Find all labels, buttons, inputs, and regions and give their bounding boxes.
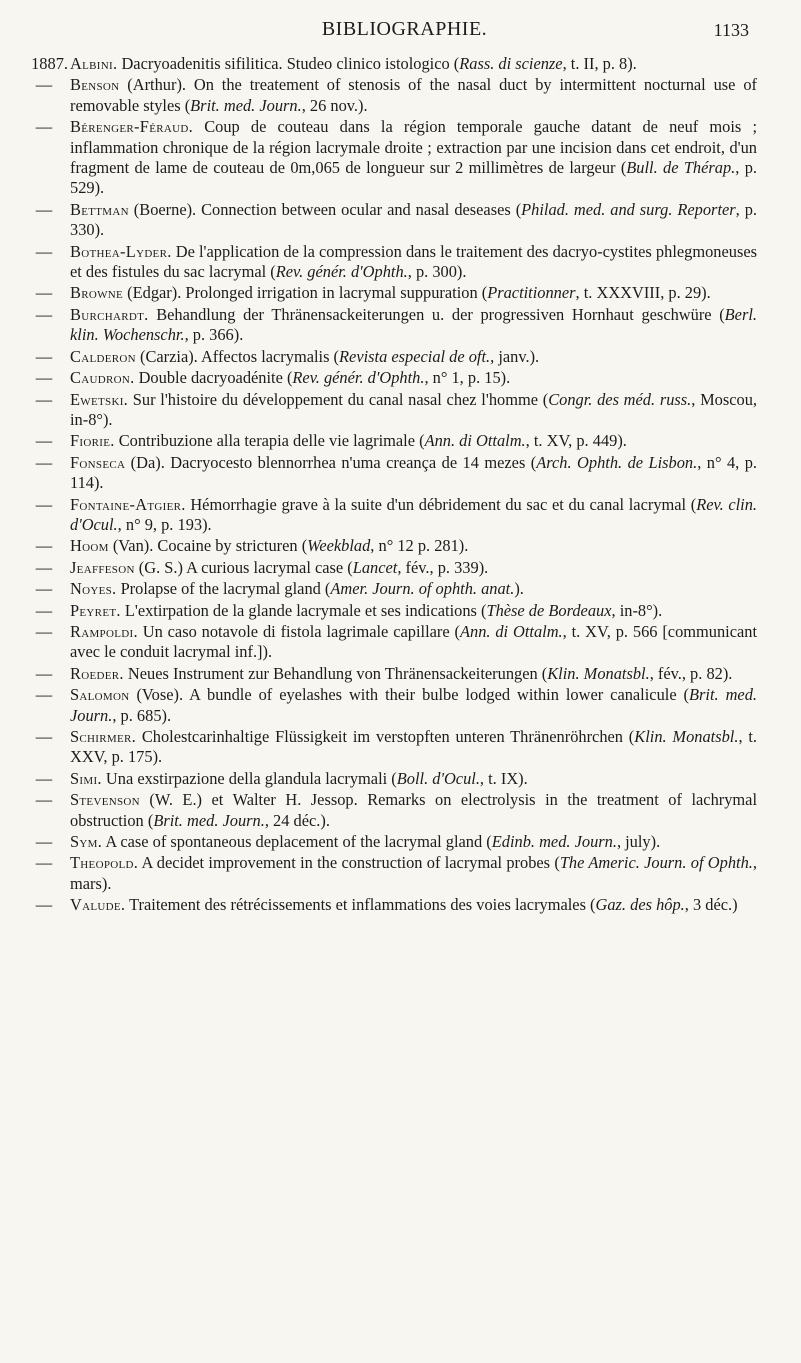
bibliography-entry	[28, 601, 757, 621]
entry-source: Lancet	[352, 557, 398, 577]
bibliography-entry	[28, 664, 757, 684]
bibliography-entry	[28, 305, 757, 346]
entry-author: Benson	[70, 75, 120, 95]
entry-source: Edinb. med. Journ.	[491, 832, 617, 852]
running-title: BIBLIOGRAPHIE.	[321, 18, 488, 40]
entry-citation: , fév., p. 82).	[649, 663, 733, 683]
entry-title: Hémorrhagie grave à la suite d'un débridement du sac et du canal lacrymal (	[185, 494, 697, 514]
entry-title: Cholestcarinhaltige Flüssigkeit im verstopften unteren Thränenröhrchen (	[136, 727, 635, 746]
entry-author: Caudron.	[70, 368, 135, 388]
entry-source: Thèse de Bordeaux	[486, 600, 612, 620]
entry-author: Schirmer.	[70, 727, 137, 746]
entry-title: Sur l'histoire du développement du canal nasal chez l'homme (	[128, 389, 549, 409]
entry-source: Rev. génér. d'Ophth.	[275, 262, 408, 282]
bibliography-entry	[28, 283, 757, 303]
entry-author: Rampoldi.	[70, 621, 138, 641]
bibliography-entry	[28, 558, 757, 578]
entry-title: (Van). Cocaine by stricturen (	[108, 536, 308, 556]
entry-dash: —	[35, 431, 53, 451]
entry-dash: —	[35, 304, 53, 324]
entry-citation: , p. 330).	[70, 199, 757, 240]
entry-citation: , t. II, p. 8).	[562, 54, 637, 73]
entry-title: L'extirpation de la glande lacrymale et ses indications (	[120, 600, 487, 620]
entry-citation: , 3 déc.)	[684, 895, 738, 915]
entry-citation: , 26 nov.).	[301, 95, 368, 115]
entry-dash: —	[35, 494, 53, 514]
entry-author: Browne	[70, 283, 124, 303]
entry-dash: —	[35, 283, 53, 303]
entry-citation: , p. 529).	[70, 158, 758, 198]
entry-citation: , n° 1, p. 15).	[424, 368, 511, 388]
entry-dash: —	[35, 727, 53, 746]
entry-title: A decidet improvement in the construction of lacrymal probes (	[138, 853, 560, 873]
entry-author: Fontaine-Atgier.	[70, 494, 186, 514]
entry-citation: , t. XXV, p. 175).	[70, 727, 758, 767]
entry-citation: ).	[514, 579, 524, 599]
bibliography-entry	[28, 622, 757, 663]
entry-dash: —	[35, 452, 53, 472]
entry-title: (G. S.) A curious lacrymal case (	[134, 557, 353, 577]
entry-source: Ann. di Ottalm.	[424, 431, 526, 451]
entry-title: (Boerne). Connection between ocular and nasal deseases (	[128, 199, 522, 219]
entry-citation: , july).	[616, 832, 661, 852]
entry-author: Valude.	[70, 895, 126, 915]
entry-author: Albini.	[70, 54, 118, 73]
entry-source: Bull. de Thérap.	[626, 158, 736, 178]
entry-author: Simi.	[70, 768, 102, 788]
entry-citation: , t. XXXVIII, p. 29).	[575, 283, 711, 303]
entry-source: Revista especial de oft.	[339, 346, 491, 366]
entry-dash: —	[35, 536, 53, 556]
entry-source: Klin. Monatsbl.	[634, 727, 739, 746]
entry-dash: —	[35, 832, 53, 852]
entry-source: Gaz. des hôp.	[595, 895, 685, 915]
bibliography-entry	[28, 117, 757, 199]
entry-dash: —	[35, 663, 53, 683]
entry-citation: , n° 12 p. 281).	[370, 536, 469, 556]
page-number: 1133	[713, 20, 749, 40]
entry-title: Neues Instrument zur Behandlung von Thränensackeiterungen (	[123, 663, 548, 683]
entry-citation: , fév., p. 339).	[397, 557, 489, 577]
bibliography-entry	[28, 368, 757, 388]
entry-citation: , t. IX).	[479, 768, 528, 788]
entry-title: Contribuzione alla terapia delle vie lagrimale (	[114, 431, 425, 451]
entry-dash: —	[35, 368, 53, 388]
entry-title: Coup de couteau dans la région temporale gauche datant de neuf mois ; inflammation chronique de la région lacrymale droite ; extraction par une incision dans cet endroit, d'un fragment de lame de couteau de 0m,065 de longueur sur 2 millimètres de largeur (	[70, 117, 757, 178]
entry-title: (Edgar). Prolonged irrigation in lacrymal suppuration (	[123, 283, 488, 303]
entry-citation: , p. 366).	[184, 325, 244, 345]
entry-source: Congr. des méd. russ.	[548, 389, 692, 409]
bibliography-entry	[28, 347, 757, 367]
entry-source: Berl. klin. Wochenschr.	[70, 304, 757, 345]
entry-title: Traitement des rétrécissements et inflammations des voies lacrymales (	[125, 895, 596, 915]
bibliography-entry	[28, 200, 757, 241]
entry-citation: , in-8°).	[611, 600, 663, 620]
entry-author: Fiorie.	[70, 431, 115, 451]
entry-dash: —	[35, 895, 53, 915]
entry-source: Rass. di scienze	[459, 54, 563, 73]
entry-author: Calderon	[70, 346, 136, 366]
entry-dash: —	[35, 790, 53, 810]
entry-title: (Arthur). On the treatement of stenosis of the nasal duct by intermittent nocturnal use of removable styles (	[70, 75, 757, 115]
entry-author: Peyret.	[70, 600, 121, 620]
bibliography-entry	[28, 75, 757, 116]
bibliography-entry	[28, 579, 757, 599]
entry-source: Rev. clin. d'Ocul.	[70, 494, 757, 534]
entry-source: Amer. Journ. of ophth. anat.	[330, 579, 515, 599]
entry-dash: —	[35, 346, 53, 366]
entry-dash: —	[35, 199, 53, 219]
entry-title: Dacryoadenitis sifilitica. Studeo clinico istologico (	[117, 54, 460, 73]
bibliography-entry	[28, 431, 757, 451]
entry-citation: , p. 685).	[112, 705, 172, 725]
entry-title: (Carzia). Affectos lacrymalis (	[135, 346, 340, 366]
bibliography-list	[28, 54, 757, 917]
entry-citation: , Moscou, in-8°).	[70, 389, 758, 429]
entry-author: Burchardt.	[70, 304, 149, 324]
entry-citation: , janv.).	[490, 346, 540, 366]
bibliography-entry	[28, 453, 757, 494]
entry-author: Hoom	[70, 536, 109, 556]
entry-citation: , n° 4, p. 114).	[70, 452, 758, 493]
entry-title: (Da). Dacryocesto blennorrhea n'uma creança de 14 mezes (	[125, 452, 537, 472]
entry-citation: , t. XV, p. 566 [communicant avec le conduit lacrymal inf.]).	[70, 621, 758, 662]
entry-source: Boll. d'Ocul.	[396, 768, 480, 788]
entry-source: Ann. di Ottalm.	[459, 621, 563, 641]
bibliography-entry	[28, 242, 757, 283]
bibliography-entry	[28, 790, 757, 831]
entry-source: Brit. med. Journ.	[70, 685, 757, 725]
entry-source: Weekblad	[307, 536, 371, 556]
entry-dash: —	[35, 557, 53, 577]
entry-citation: , n° 9, p. 193).	[117, 514, 212, 534]
entry-author: Sym.	[70, 832, 103, 852]
bibliography-entry	[28, 54, 757, 74]
entry-title: (W. E.) et Walter H. Jessop. Remarks on electrolysis in the treatment of lachrymal obstruction (	[70, 790, 757, 830]
entry-source: Philad. med. and surg. Reporter	[521, 199, 736, 219]
entry-author: Bettman	[70, 199, 129, 219]
bibliography-entry	[28, 769, 757, 789]
entry-author: Jeaffeson	[70, 557, 135, 577]
entry-source: Rev. génér. d'Ophth.	[292, 368, 425, 388]
entry-title: A case of spontaneous deplacement of the lacrymal gland (	[102, 832, 492, 852]
page-header	[60, 18, 749, 48]
bibliography-entry	[28, 895, 757, 915]
entry-source: Klin. Monatsbl.	[547, 663, 650, 683]
entry-author: Ewetski.	[70, 389, 129, 409]
bibliography-entry	[28, 390, 757, 431]
entry-dash: —	[35, 621, 53, 641]
entry-dash: —	[35, 600, 53, 620]
entry-source: Brit. med. Journ.	[190, 95, 302, 115]
entry-dash: —	[35, 75, 53, 95]
entry-author: Noyes.	[70, 579, 117, 599]
entry-title: (Vose). A bundle of eyelashes with their bulbe lodged within lower canalicule (	[129, 685, 690, 705]
entry-author: Stevenson	[70, 790, 140, 810]
entry-author: Fonseca	[70, 452, 126, 472]
entry-dash: —	[35, 853, 53, 873]
entry-source: The Americ. Journ. of Ophth.	[559, 853, 753, 873]
entry-title: Prolapse of the lacrymal gland (	[116, 579, 331, 599]
entry-source: Arch. Ophth. de Lisbon.	[536, 452, 698, 472]
entry-year: 1887.	[31, 54, 68, 73]
entry-source: Practitionner	[487, 283, 576, 303]
entry-author: Bothea-Lyder.	[70, 241, 172, 261]
bibliography-entry	[28, 685, 757, 726]
entry-author: Bérenger-Féraud.	[70, 117, 194, 137]
bibliography-entry	[28, 832, 757, 852]
entry-dash: —	[35, 768, 53, 788]
bibliography-entry	[28, 853, 757, 894]
entry-title: Double dacryoadénite (	[134, 368, 293, 388]
entry-title: De l'application de la compression dans le traitement des dacryo-cystites phlegmoneuses et des fistules du sac lacrymal (	[70, 241, 757, 282]
entry-dash: —	[35, 685, 53, 705]
entry-dash: —	[35, 117, 53, 137]
entry-dash: —	[35, 389, 53, 409]
entry-citation: , mars).	[70, 853, 757, 893]
entry-citation: , p. 300).	[407, 262, 467, 282]
entry-citation: , t. XV, p. 449).	[525, 431, 627, 451]
entry-title: Behandlung der Thränensackeiterungen u. der progressiven Hornhaut geschwüre (	[148, 304, 725, 324]
entry-title: Una exstirpazione della glandula lacrymali (	[101, 768, 397, 788]
bibliography-entry	[28, 536, 757, 556]
entry-citation: , 24 déc.).	[264, 810, 330, 830]
entry-author: Theopold.	[70, 853, 139, 873]
entry-dash: —	[35, 579, 53, 599]
bibliography-entry	[28, 495, 757, 536]
entry-source: Brit. med. Journ.	[153, 810, 265, 830]
entry-author: Salomon	[70, 685, 130, 705]
entry-title: Un caso notavole di fistola lagrimale capillare (	[137, 621, 460, 641]
entry-dash: —	[35, 241, 53, 261]
bibliography-entry	[28, 727, 757, 768]
entry-author: Roeder.	[70, 663, 124, 683]
